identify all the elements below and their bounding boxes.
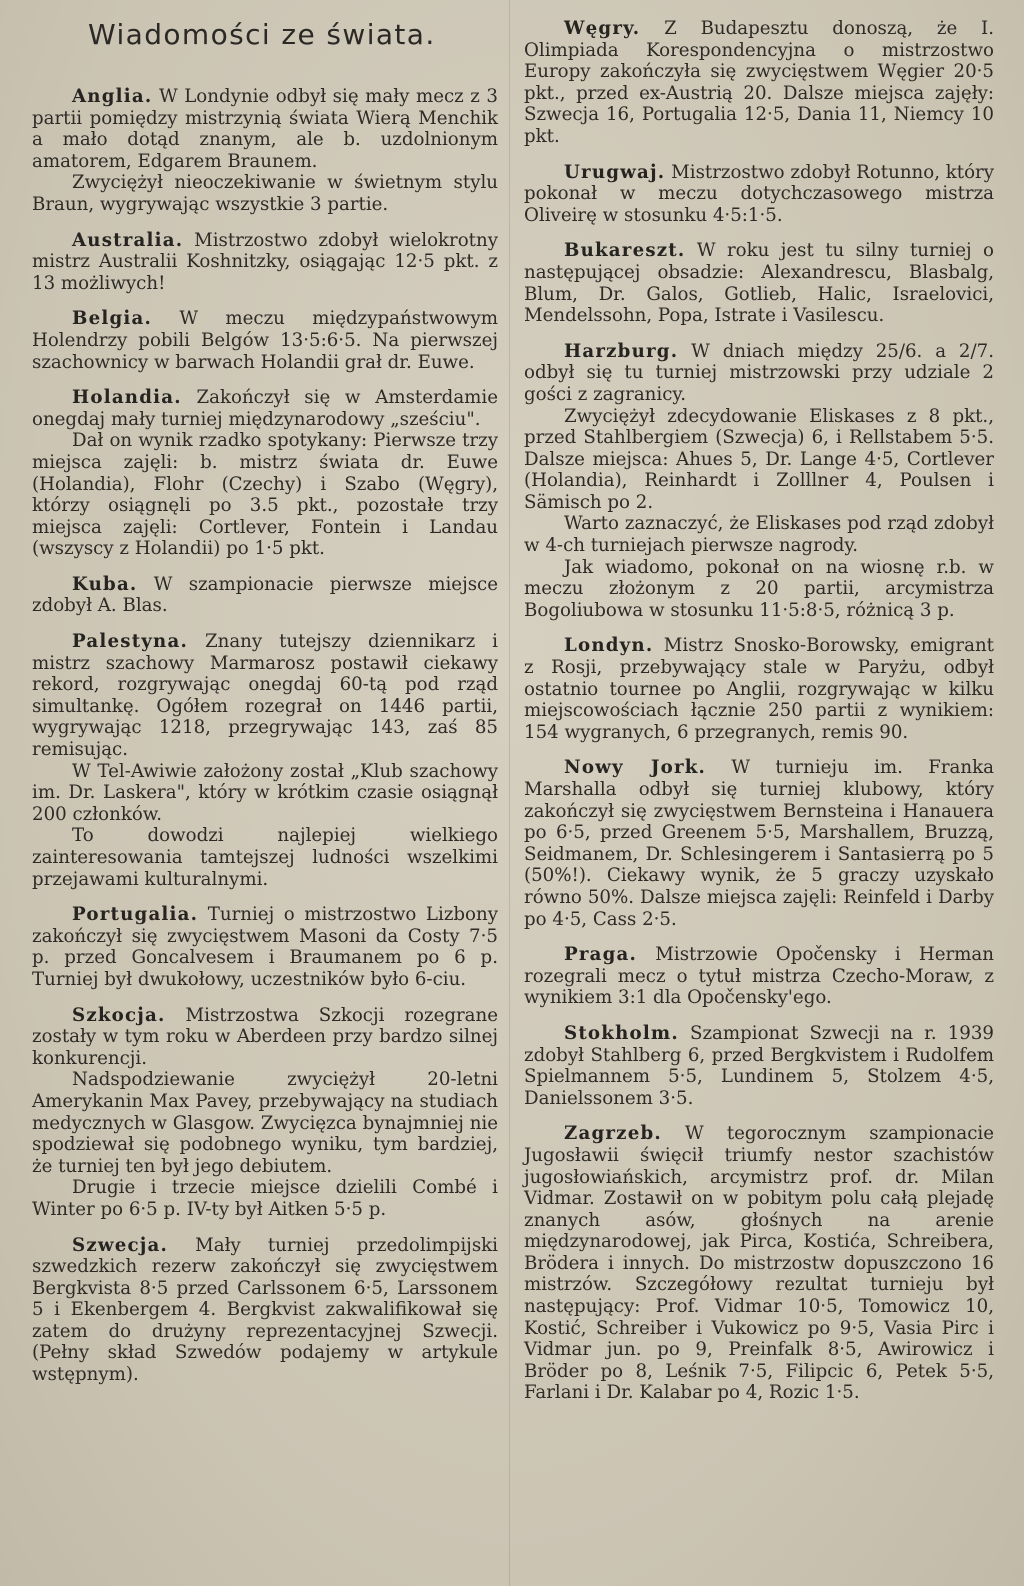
news-item-text: Nadspodziewanie zwyciężył 20-letni Amerykanin Max Pavey, przebywający na studiach medycznych w Glasgow. Zwycięzca bynajmniej nie spodziewał się podobnego wyniku, tym bardziej, że turniej ten był jego debiutem. [32, 1069, 498, 1177]
news-item [524, 1023, 994, 1109]
news-item-paragraph [32, 430, 498, 560]
column-divider [509, 0, 510, 1586]
news-item-place: Szwecja. [72, 1234, 169, 1256]
news-item-lead [524, 1023, 994, 1109]
news-item-paragraph [32, 1177, 498, 1220]
news-item-lead [524, 341, 994, 406]
news-item-text: Mały turniej przedolimpijski szwedzkich rezerw zakończył się zwycięstwem Bergkvista 8·5 przed Carlssonem 6·5, Larssonem 5 i Ekenbergem 4. Bergkvist zakwalifikował się zatem do drużyny reprezentacyjnej Szwecji. (Pełny skład Szwedów podajemy w artykule wstępnym). [32, 1234, 498, 1386]
news-item-place: Harzburg. [564, 340, 679, 362]
news-item-text: Mistrzostwa Szkocji rozegrane zostały w tym roku w Aberdeen przy bardzo silnej konkurencji. [32, 1004, 498, 1069]
news-item-lead [524, 757, 994, 930]
news-item [32, 904, 498, 990]
news-item-place: Palestyna. [72, 631, 189, 653]
news-item [32, 574, 498, 617]
news-item-text: W szampionacie pierwsze miejsce zdobył A. Blas. [32, 573, 498, 617]
news-item-place: Urugwaj. [564, 161, 666, 183]
news-item-lead [32, 86, 498, 172]
news-item-place: Nowy Jork. [564, 757, 707, 779]
news-item-text: Turniej o mistrzostwo Lizbony zakończył się zwycięstwem Masoni da Costy 7·5 p. przed Goncalvesem i Braumanem po 6 p. Turniej był dwukołowy, uczestników było 6-ciu. [32, 904, 498, 990]
news-item-text: Mistrzowie Opočensky i Herman rozegrali mecz o tytuł mistrza Czecho-Moraw, z wynikiem 3:1 dla Opočensky'ego. [524, 944, 994, 1009]
news-item-text: W turnieju im. Franka Marshalla odbył się turniej klubowy, który zakończył się zwycięstwem Bernsteina i Hanauera po 6·5, przed Greenem 5·5, Marshallem, Bruzzą, Seidmanem, Dr. Schlesingerem i Santasierrą po 5 (50%!). Ciekawy wynik, że 5 graczy uzyskało równo 50%. Dalsze miejsca zajęli: Reinfeld i Darby po 4·5, Cass 2·5. [524, 757, 994, 930]
news-item-text: Zakończył się w Amsterdamie onegdaj mały turniej międzynarodowy „sześciu". [32, 387, 498, 430]
news-item [32, 1235, 498, 1386]
news-item-lead [32, 387, 498, 430]
news-item [524, 944, 994, 1009]
news-item [524, 240, 994, 326]
news-item-place: Stokholm. [564, 1022, 679, 1044]
news-item-paragraph [524, 513, 994, 556]
news-item-place: Kuba. [72, 573, 138, 595]
news-item-lead [32, 308, 498, 373]
news-item-text: Mistrzostwo zdobył wielokrotny mistrz Australii Koshnitzky, osiągając 12·5 pkt. z 13 możliwych! [32, 229, 498, 294]
news-item-paragraph [32, 761, 498, 826]
news-item-paragraph [32, 172, 498, 215]
news-item [32, 230, 498, 295]
news-item-lead [524, 162, 994, 227]
news-item-lead [32, 631, 498, 761]
news-item-text: W dniach między 25/6. a 2/7. odbył się tu turniej mistrzowski przy udziale 2 gości z zagranicy. [524, 340, 994, 405]
news-item-text: W Tel-Awiwie założony został „Klub szachowy im. Dr. Laskera", który w krótkim czasie osiągnął 200 członków. [32, 760, 498, 825]
news-item-paragraph [524, 557, 994, 622]
news-item-place: Zagrzeb. [564, 1123, 662, 1145]
news-item-text: W meczu międzypaństwowym Holendrzy pobili Belgów 13·5:6·5. Na pierwszej szachownicy w barwach Holandii grał dr. Euwe. [32, 308, 498, 373]
news-item-place: Praga. [564, 944, 638, 966]
news-item-lead [32, 230, 498, 295]
news-item-lead [524, 635, 994, 743]
news-item-text: Z Budapesztu donoszą, że I. Olimpiada Korespondencyjna o mistrzostwo Europy zakończyła się zwycięstwem Węgier 20·5 pkt., przed ex-Austrią 20. Dalsze miejsca zajęły: Szwecja 16, Portugalia 12·5, Dania 11, Niemcy 10 pkt. [524, 18, 994, 147]
news-item [32, 86, 498, 216]
news-item-lead [32, 1235, 498, 1386]
news-item-text: Zwyciężył nieoczekiwanie w świetnym stylu Braun, wygrywając wszystkie 3 partie. [32, 172, 498, 215]
news-item-text: To dowodzi najlepiej wielkiego zainteresowania tamtejszej ludności wszelkimi przejawami kulturalnymi. [32, 825, 498, 890]
news-item-text: W roku jest tu silny turniej o następującej obsadzie: Alexandrescu, Blasbalg, Blum, Dr. Galos, Gotlieb, Halic, Israelovici, Mendelssohn, Popa, Istrate i Vasilescu. [524, 240, 994, 327]
news-item-text: Zwyciężył zdecydowanie Eliskases z 8 pkt., przed Stahlbergiem (Szwecja) 6, i Rellstabem 5·5. Dalsze miejsca: Ahues 5, Dr. Lange 4·5, Cortlever (Holandia), Reinhardt i Zolllner 4, Poulsen i Sämisch po 2. [524, 405, 994, 513]
news-item-lead [524, 18, 994, 148]
news-item-lead [524, 240, 994, 326]
news-item-text: Warto zaznaczyć, że Eliskases pod rząd zdobył w 4-ch turniejach pierwsze nagrody. [524, 513, 994, 557]
news-item-lead [524, 1123, 994, 1404]
news-item [524, 635, 994, 743]
news-item-place: Belgia. [72, 308, 152, 330]
news-item-place: Węgry. [564, 18, 641, 39]
news-item-place: Portugalia. [72, 904, 199, 926]
news-item [524, 341, 994, 622]
news-item-text: Szampionat Szwecji na r. 1939 zdobył Stahlberg 6, przed Bergkvistem i Rudolfem Spielmannem 5·5, Lundinem 5, Stolzem 4·5, Danielssonem 3·5. [524, 1022, 994, 1109]
right-column [524, 18, 994, 1418]
news-item-place: Szkocja. [72, 1004, 166, 1026]
news-item-text: Dał on wynik rzadko spotykany: Pierwsze trzy miejsca zajęli: b. mistrz świata dr. Euwe (Holandia), Flohr (Czechy) i Szabo (Węgry), którzy osiągnęli po 3.5 pkt., pozostałe trzy miejsca zajęli: Cortlever, Fontein i Landau (wszyscy z Holandii) po 1·5 pkt. [32, 430, 498, 560]
news-item-place: Bukareszt. [564, 240, 686, 262]
news-item-paragraph [524, 406, 994, 514]
news-item-lead [524, 944, 994, 1009]
news-item-text: W tegorocznym szampionacie Jugosławii święcił triumfy nestor szachistów jugosłowiańskich, arcymistrz prof. dr. Milan Vidmar. Zostawił on w pobitym polu całą plejadę znanych asów, głośnych na arenie międzynarodowej, jak Pirca, Kostića, Schreibera, Brödera i innych. Do mistrzostw dopuszczono 16 mistrzów. Szczegółowy rezultat turnieju był następujący: Prof. Vidmar 10·5, Tomowicz 10, Kostić, Schreiber i Vukowicz po 9·5, Vasia Pirc i Vidmar jun. po 9, Preinfalk 8·5, Awirowicz i Bröder po 8, Leśnik 7·5, Filipcic 6, Petek 5·5, Farlani i Dr. Kalabar po 4, Rozic 1·5. [524, 1123, 994, 1404]
news-item-paragraph [32, 1069, 498, 1177]
news-item-text: Jak wiadomo, pokonał on na wiosnę r.b. w meczu złożonym z 20 partii, arcymistrza Bogoliubowa w stosunku 11·5:8·5, różnicą 3 p. [524, 556, 994, 621]
news-item-text: Znany tutejszy dziennikarz i mistrz szachowy Marmarosz postawił ciekawy rekord, rozgrywając onegdaj 60-tą pod rząd simultankę. Ogółem rozegrał on 1446 partii, wygrywając 1218, przegrywając 143, zaś 85 remisując. [32, 631, 498, 761]
news-item [32, 631, 498, 890]
news-item [32, 1005, 498, 1221]
news-item-place: Australia. [72, 229, 184, 251]
news-item-text: Mistrz Snosko-Borowsky, emigrant z Rosji, przebywający stale w Paryżu, odbył ostatnio tournee po Anglii, rozgrywając w kilku miejscowościach łącznie 250 partii z wynikiem: 154 wygranych, 6 przegranych, remis 90. [524, 635, 994, 743]
page-title: Wiadomości ze świata. [88, 18, 436, 51]
news-item-lead [32, 904, 498, 990]
news-item [524, 162, 994, 227]
news-item [524, 18, 994, 148]
news-item-text: Drugie i trzecie miejsce dzielili Combé i Winter po 6·5 p. IV-ty był Aitken 5·5 p. [32, 1177, 498, 1220]
news-item-paragraph [32, 825, 498, 890]
news-item [32, 308, 498, 373]
news-item-place: Holandia. [72, 387, 182, 409]
news-item [524, 1123, 994, 1404]
left-column [32, 86, 498, 1400]
news-item-lead [32, 1005, 498, 1070]
news-item [32, 387, 498, 560]
news-item-place: Londyn. [564, 635, 654, 657]
news-item-place: Anglia. [72, 86, 153, 107]
news-item-lead [32, 574, 498, 617]
news-item-text: Mistrzostwo zdobył Rotunno, który pokonał w meczu dotychczasowego mistrza Oliveirę w stosunku 4·5:1·5. [524, 161, 995, 226]
news-item-text: W Londynie odbył się mały mecz z 3 partii pomiędzy mistrzynią świata Wierą Menchik a mało dotąd znanym, ale b. uzdolnionym amatorem, Edgarem Braunem. [32, 86, 498, 172]
news-item [524, 757, 994, 930]
